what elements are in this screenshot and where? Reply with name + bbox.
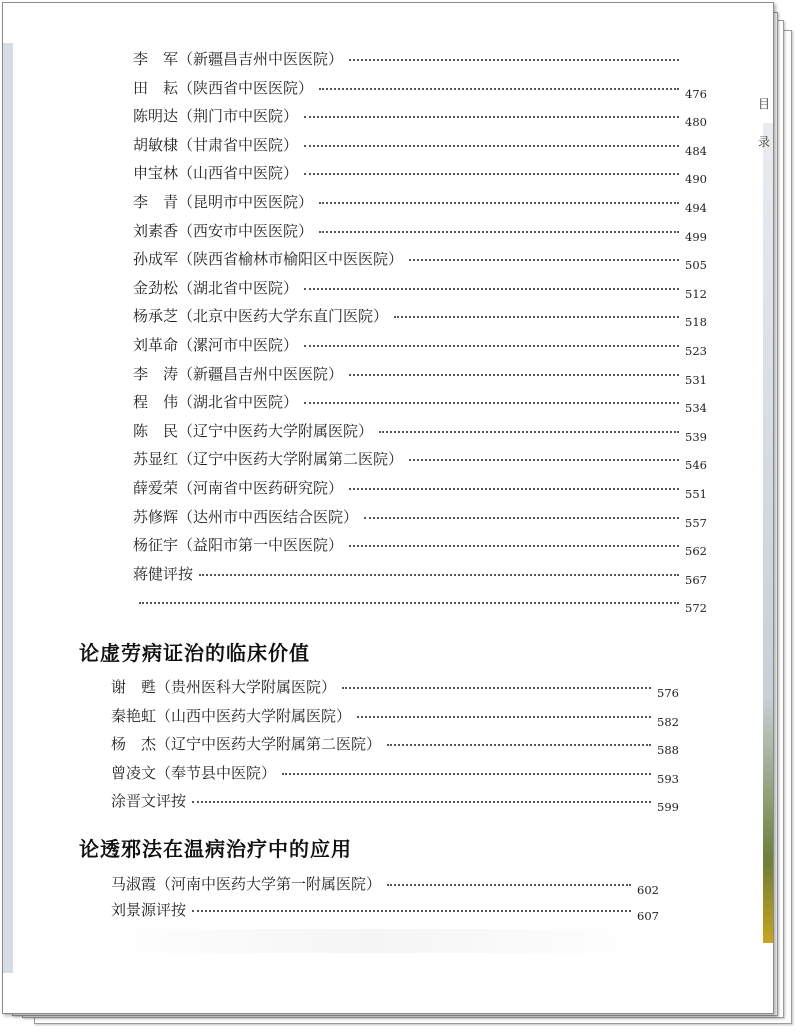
toc-entry-name: 秦艳虹（山西中医药大学附属医院） xyxy=(111,706,352,725)
toc-entry-name: 苏修辉（达州市中西医结合医院） xyxy=(133,507,359,526)
dot-leader xyxy=(192,798,651,803)
toc-page-number: 476 xyxy=(685,86,707,101)
dot-leader xyxy=(394,313,679,318)
toc-page-number: 531 xyxy=(685,372,707,387)
toc-page-number: 562 xyxy=(685,544,707,559)
toc-entry-name: 杨 杰（辽宁中医药大学附属第二医院） xyxy=(111,735,382,754)
toc-page-number: 499 xyxy=(685,229,707,244)
toc-page-number: 523 xyxy=(685,344,707,358)
toc-entry[interactable] xyxy=(133,477,715,501)
dot-leader xyxy=(342,684,651,689)
toc-entry-name: 程 伟（湖北省中医院） xyxy=(133,393,299,412)
dot-leader xyxy=(304,170,679,175)
toc-page-number: 494 xyxy=(685,201,707,215)
dot-leader xyxy=(357,713,651,718)
toc-page-number: 576 xyxy=(657,686,679,700)
dot-leader xyxy=(387,881,631,886)
toc-entry[interactable] xyxy=(111,762,687,786)
toc-page-number: 593 xyxy=(657,771,679,786)
dot-leader xyxy=(349,56,679,61)
dot-leader xyxy=(319,199,679,204)
toc-entry-name: 胡敏棣（甘肃省中医院） xyxy=(133,135,299,154)
toc-page-number: 588 xyxy=(657,743,679,758)
toc-page-number: 551 xyxy=(685,487,707,501)
toc-page-number: 490 xyxy=(685,172,707,187)
dot-leader xyxy=(319,228,679,233)
toc-entry-name: 陈 民（辽宁中医药大学附属医院） xyxy=(133,421,374,440)
dot-leader xyxy=(304,285,679,290)
dot-leader xyxy=(409,456,679,461)
toc-page-number: 512 xyxy=(685,286,707,301)
toc-entry[interactable] xyxy=(133,391,715,415)
side-tab-label xyxy=(757,85,771,161)
dot-leader xyxy=(349,485,679,490)
toc-entry-name: 蒋健评按 xyxy=(133,564,194,583)
toc-entry-name: 李 涛（新疆昌吉州中医医院） xyxy=(133,364,344,383)
toc-page-number: 484 xyxy=(685,143,707,158)
toc-entry-name: 申宝林（山西省中医院） xyxy=(133,164,299,183)
side-accent-bar xyxy=(763,123,773,943)
toc-page-number: 546 xyxy=(685,458,707,473)
toc-page-number: 518 xyxy=(685,315,707,330)
toc-entry[interactable] xyxy=(133,248,715,272)
toc-page-number: 557 xyxy=(685,515,707,530)
dot-leader xyxy=(349,542,679,547)
dot-leader xyxy=(304,342,679,347)
dot-leader xyxy=(319,85,679,90)
toc-entry-name: 曾凌文（奉节县中医院） xyxy=(111,763,277,782)
toc-entry-name: 涂晋文评按 xyxy=(111,792,187,811)
dot-leader xyxy=(199,571,679,576)
dot-leader xyxy=(139,599,679,604)
toc-entry[interactable] xyxy=(111,790,687,814)
toc-entry[interactable] xyxy=(133,48,715,72)
toc-entry[interactable] xyxy=(133,506,715,530)
toc-entry[interactable] xyxy=(111,733,687,757)
toc-page-number: 567 xyxy=(685,572,707,587)
toc-entry-name: 苏显红（辽宁中医药大学附属第二医院） xyxy=(133,450,404,469)
toc-page-number: 539 xyxy=(685,429,707,444)
toc-entry-name: 刘革命（漯河市中医院） xyxy=(133,336,299,354)
toc-entry[interactable] xyxy=(133,191,715,215)
dot-leader xyxy=(304,399,679,404)
toc-entry[interactable] xyxy=(133,334,715,358)
toc-entry[interactable] xyxy=(133,105,715,129)
toc-entry[interactable] xyxy=(133,77,715,101)
toc-entry[interactable] xyxy=(111,873,667,897)
dot-leader xyxy=(192,907,631,912)
toc-entry[interactable] xyxy=(111,676,687,700)
side-tab-char: 目 xyxy=(757,97,770,111)
page-edge-strip xyxy=(3,43,13,973)
toc-entry-name: 刘景源评按 xyxy=(111,901,187,919)
toc-page-number: 572 xyxy=(685,601,707,616)
toc-page-number: 607 xyxy=(637,909,659,923)
print-smudge xyxy=(93,929,653,953)
toc-entry-name: 陈明达（荆门市中医院） xyxy=(133,107,299,126)
dot-leader xyxy=(409,256,679,261)
toc-page-number: 505 xyxy=(685,258,707,273)
toc-entry[interactable] xyxy=(133,162,715,186)
toc-entry-name: 田 耘（陕西省中医医院） xyxy=(133,78,314,97)
toc-entry[interactable] xyxy=(133,134,715,158)
toc-entry[interactable] xyxy=(133,591,715,615)
toc-entry-name: 金劲松（湖北省中医院） xyxy=(133,278,299,297)
toc-page-number: 599 xyxy=(657,800,679,815)
toc-entry-name: 李 军（新疆昌吉州中医医院） xyxy=(133,50,344,68)
toc-entry-name: 孙成军（陕西省榆林市榆阳区中医医院） xyxy=(133,250,404,269)
dot-leader xyxy=(282,770,651,775)
toc-entry[interactable] xyxy=(133,220,715,244)
dot-leader xyxy=(379,428,679,433)
toc-entry-name: 李 青（昆明市中医医院） xyxy=(133,193,314,211)
toc-page-number: 582 xyxy=(657,714,679,729)
toc-entry-name: 薛爱荣（河南省中医药研究院） xyxy=(133,479,344,497)
dot-leader xyxy=(387,741,651,746)
toc-page-number: 480 xyxy=(685,115,707,130)
side-tab-char: 录 xyxy=(757,135,770,149)
toc-page-number: 534 xyxy=(685,401,707,416)
dot-leader xyxy=(304,113,679,118)
toc-entry[interactable] xyxy=(133,534,715,558)
toc-entry[interactable] xyxy=(133,563,715,587)
toc-entry[interactable] xyxy=(111,899,667,923)
section-title: 论透邪法在温病治疗中的应用 xyxy=(79,837,352,861)
toc-entry-name: 刘素香（西安市中医医院） xyxy=(133,221,314,240)
toc-page xyxy=(2,2,774,1014)
toc-entry[interactable] xyxy=(133,305,715,329)
toc-entry-name: 谢 甦（贵州医科大学附属医院） xyxy=(111,678,337,696)
toc-entry[interactable] xyxy=(111,705,687,729)
toc-entry[interactable] xyxy=(133,420,715,444)
toc-entry-name: 杨征宇（益阳市第一中医医院） xyxy=(133,536,344,555)
toc-entry-name: 杨承芝（北京中医药大学东直门医院） xyxy=(133,307,389,326)
toc-entry-name: 马淑霞（河南中医药大学第一附属医院） xyxy=(111,875,382,893)
dot-leader xyxy=(304,142,679,147)
dot-leader xyxy=(349,371,679,376)
toc-entry[interactable] xyxy=(133,277,715,301)
toc-entry[interactable] xyxy=(133,448,715,472)
toc-page-number: 602 xyxy=(637,883,659,897)
section-title: 论虚劳病证治的临床价值 xyxy=(79,641,310,665)
toc-entry[interactable] xyxy=(133,363,715,387)
dot-leader xyxy=(364,514,679,519)
